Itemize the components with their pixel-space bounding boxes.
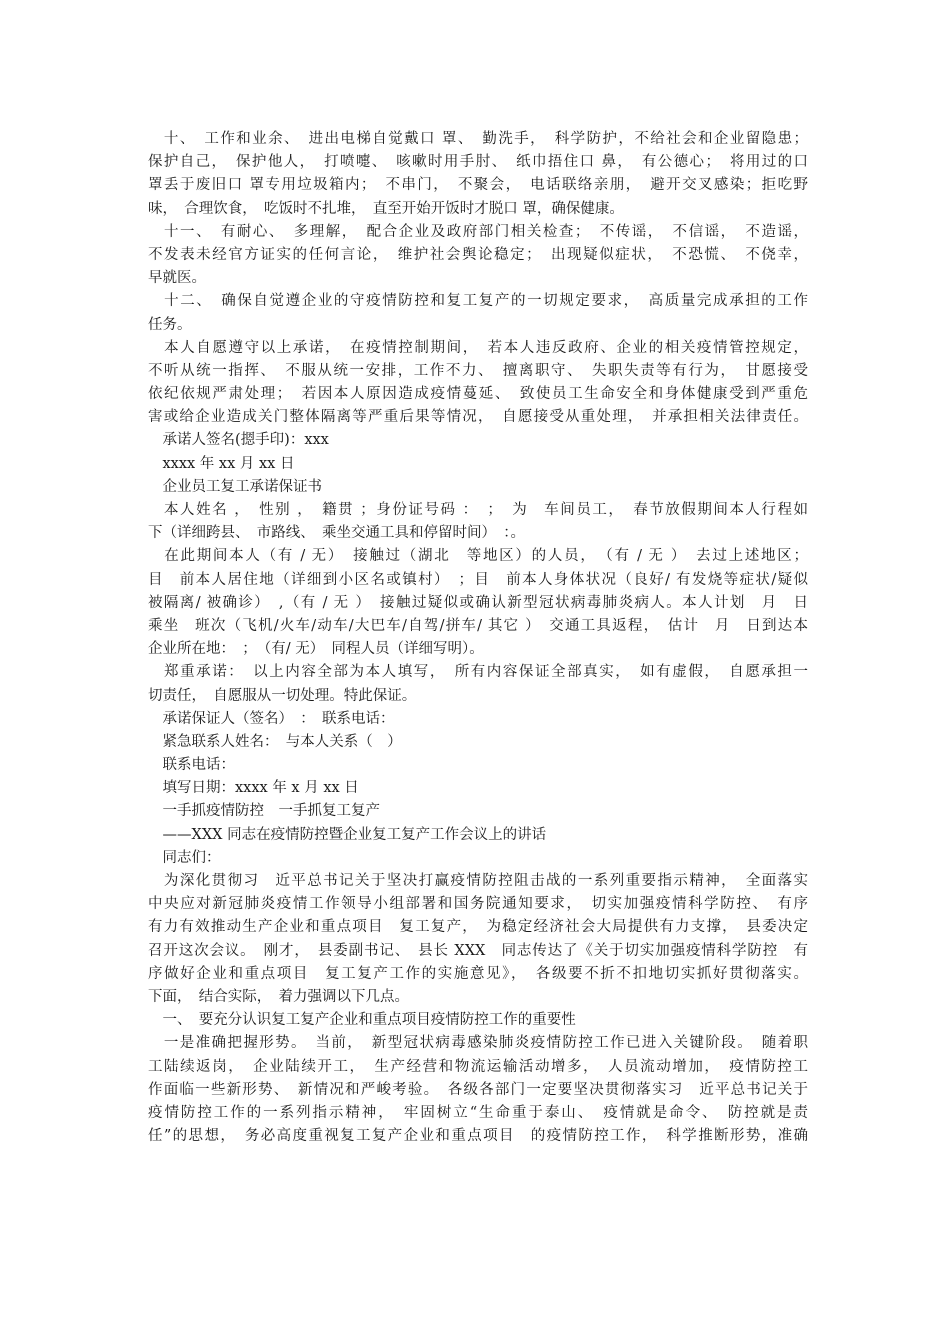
- text-line: 十、 工作和业余、 进出电梯自觉戴口 罩、 勤洗手， 科学防护，不给社会和企业留隐患；: [148, 131, 808, 147]
- text-line: 中央应对新冠肺炎疫情工作领导小组部署和国务院通知要求， 切实加强疫情科学防控、 有序: [148, 896, 808, 913]
- text-line: 害或给企业造成关门整体隔离等严重后果等情况， 自愿接受从重处理， 并承担相关法律责任。: [148, 409, 808, 426]
- text-line: 本人自愿遵守以上承诺， 在疫情控制期间， 若本人违反政府、企业的相关疫情管控规定，: [148, 339, 808, 356]
- text-line: 填写日期：xxxx 年 x 月 xx 日: [148, 780, 359, 797]
- text-line: 作面临一些新形势、 新情况和严峻考验。 各级各部门一定要坚决贯彻落实习 近平总书记关于: [148, 1081, 808, 1098]
- text-line: 在此期间本人（有 / 无） 接触过（湖北 等地区）的人员， （有 / 无 ） 去过上述地区；: [148, 548, 808, 565]
- text-line: 一手抓疫情防控 一手抓复工复产: [148, 803, 380, 820]
- text-line: 被隔离/ 被确诊） ,（有 / 无 ） 接触过疑似或确认新型冠状病毒肺炎病人。本人计划 月 日: [148, 594, 808, 611]
- text-line: 切责任， 自愿服从一切处理。特此保证。: [148, 687, 417, 704]
- text-line: 一、 要充分认识复工复产企业和重点项目疫情防控工作的重要性: [148, 1012, 576, 1029]
- text-line: 早就医。: [148, 270, 206, 287]
- text-line: 十一、 有耐心、 多理解， 配合企业及政府部门相关检查； 不传谣， 不信谣， 不造谣，: [148, 223, 808, 240]
- text-line: 本人姓名 ， 性别 ， 籍贯 ；身份证号码 ： ； 为 车间员工， 春节放假期间本人行程如: [148, 502, 808, 518]
- text-line: 下（详细跨县、 市路线、 乘坐交通工具和停留时间） ：。: [148, 525, 525, 542]
- text-line: 承诺人签名(摁手印)：xxx: [148, 432, 329, 449]
- text-line: 保护自己， 保护他人， 打喷嚏、 咳嗽时用手肘、 纸巾捂住口 鼻， 有公德心； 将用过的口: [148, 154, 808, 171]
- text-line: 不听从统一指挥、 不服从统一安排，工作不力、 擅离职守、 失职失责等有行为， 甘愿接受: [148, 362, 808, 379]
- text-line: 罩丢于废旧口 罩专用垃圾箱内； 不串门， 不聚会， 电话联络亲朋， 避开交叉感染；拒吃野: [148, 177, 808, 194]
- text-line: 下面， 结合实际， 着力强调以下几点。: [148, 988, 409, 1005]
- text-line: 工陆续返岗， 企业陆续开工， 生产经营和物流运输活动增多， 人员流动增加， 疫情防控工: [148, 1058, 808, 1075]
- text-line: 郑重承诺： 以上内容全部为本人填写， 所有内容保证全部真实， 如有虚假， 自愿承担一: [148, 664, 808, 681]
- text-line: 乘坐 班次（飞机/火车/动车/大巴车/自驾/拼车/ 其它 ） 交通工具返程， 估计 月 日到达本: [148, 617, 808, 634]
- text-line: 召开这次会议。 刚才， 县委副书记、 县长 XXX 同志传达了《关于切实加强疫情科学防控 有: [148, 942, 808, 959]
- text-line: 企业所在地： ； （有/ 无） 同程人员（详细写明）。: [148, 641, 484, 658]
- text-line: 依纪依规严肃处理； 若因本人原因造成疫情蔓延、 致使员工生命安全和身体健康受到严重危: [148, 386, 808, 403]
- text-line: 不发表未经官方证实的任何言论， 维护社会舆论稳定； 出现疑似症状， 不恐慌、 不侥幸，: [148, 246, 808, 263]
- document-body: [148, 128, 808, 1148]
- text-line: 疫情防控工作的一系列指示精神， 牢固树立“生命重于泰山、 疫情就是命令、 防控就是责: [148, 1104, 808, 1121]
- text-line: 任”的思想， 务必高度重视复工复产企业和重点项目 的疫情防控工作， 科学推断形势，准确: [148, 1128, 808, 1145]
- text-line: 紧急联系人姓名： 与本人关系（ ）: [148, 733, 402, 750]
- text-line: xxxx 年 xx 月 xx 日: [148, 455, 295, 472]
- text-line: 有力有效推动生产企业和重点项目 复工复产， 为稳定经济社会大局提供有力支撑， 县委决定: [148, 919, 808, 936]
- text-line: 序做好企业和重点项目 复工复产工作的实施意见》， 各级要不折不扣地切实抓好贯彻落实。: [148, 965, 808, 982]
- text-line: 同志们：: [148, 849, 221, 866]
- text-line: 十二、 确保自觉遵企业的守疫情防控和复工复产的一切规定要求， 高质量完成承担的工作: [148, 293, 808, 310]
- text-line: 目 前本人居住地（详细到小区名或镇村） ；目 前本人身体状况（良好/ 有发烧等症状/疑似: [148, 571, 808, 588]
- text-line: ——XXX 同志在疫情防控暨企业复工复产工作会议上的讲话: [148, 826, 547, 843]
- text-line: 承诺保证人（签名） ： 联系电话：: [148, 710, 395, 727]
- text-line: 为深化贯彻习 近平总书记关于坚决打赢疫情防控阻击战的一系列重要指示精神， 全面落实: [148, 873, 808, 889]
- text-line: 企业员工复工承诺保证书: [148, 478, 322, 495]
- text-line: 味， 合理饮食， 吃饭时不扎堆， 直至开始开饭时才脱口 罩，确保健康。: [148, 200, 624, 217]
- text-line: 联系电话：: [148, 757, 235, 774]
- text-line: 任务。: [148, 316, 192, 333]
- text-line: 一是准确把握形势。 当前， 新型冠状病毒感染肺炎疫情防控工作已进入关键阶段。 随着职: [148, 1035, 808, 1052]
